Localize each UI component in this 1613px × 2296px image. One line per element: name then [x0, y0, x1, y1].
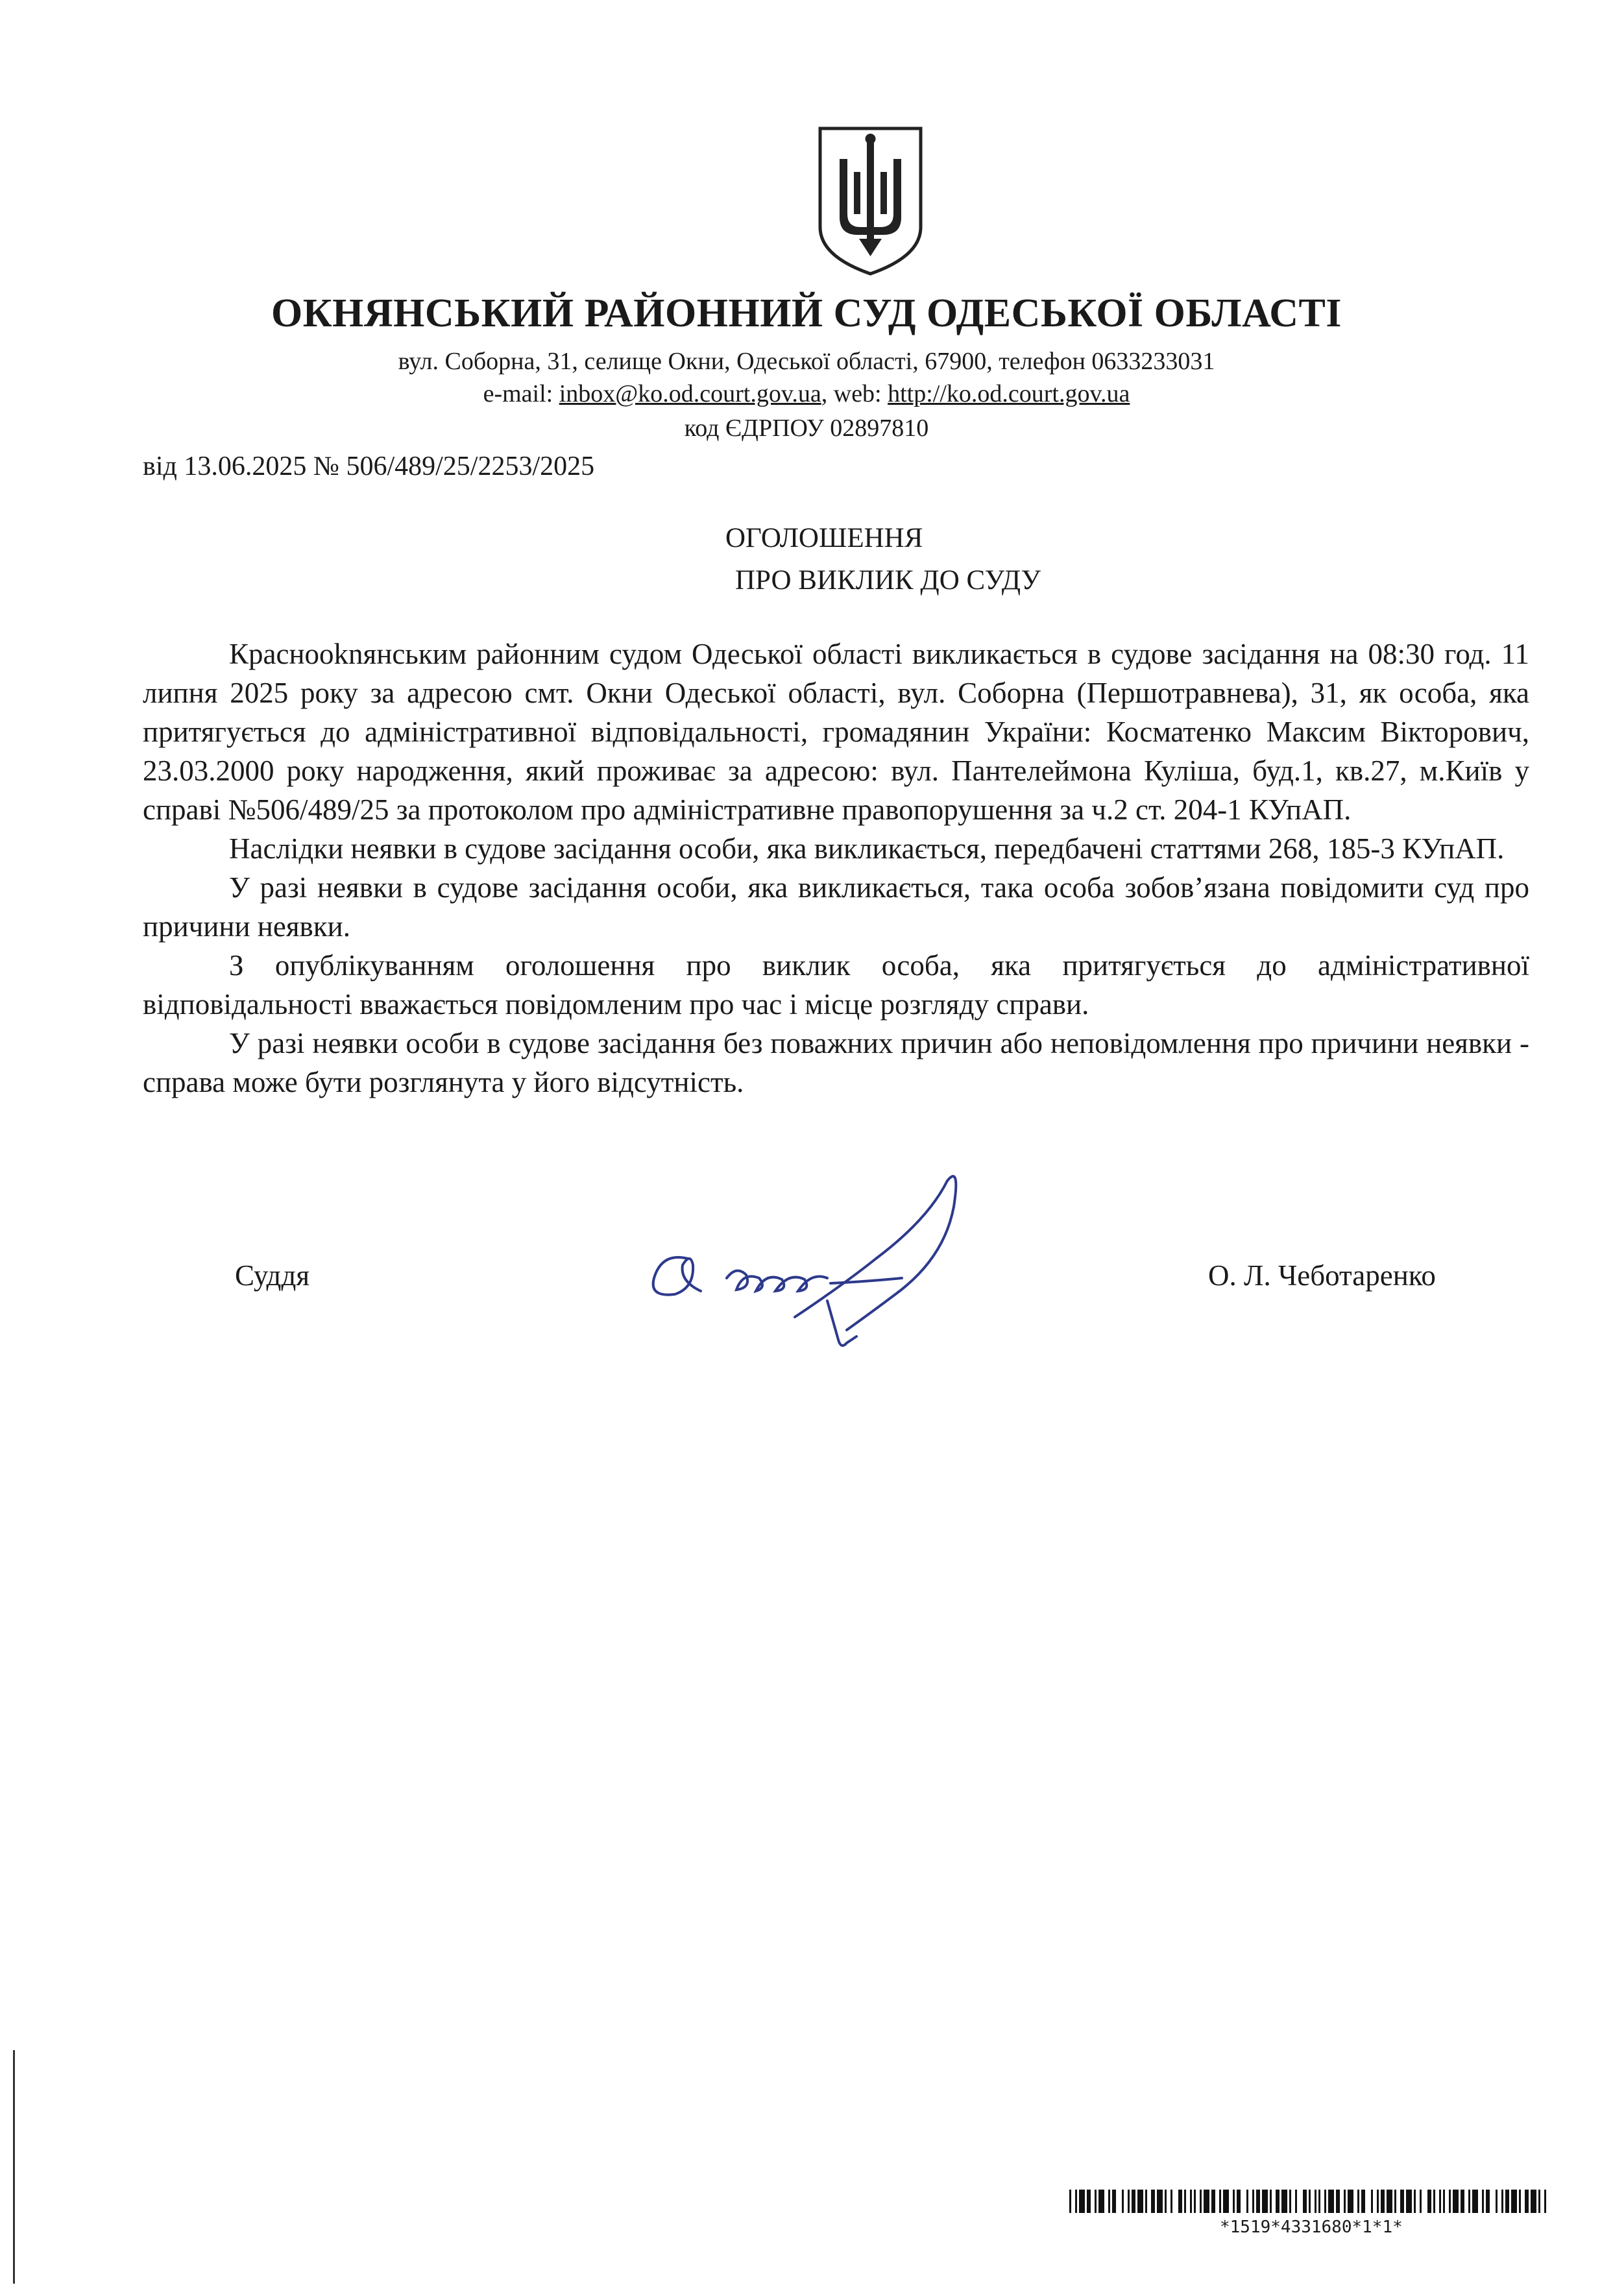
paragraph-publication-notice: З опублікуванням оголошення про виклик особа, яка притягується до адміністративної відповідальності вважається повідомленим про час і місце розгляду справи. [143, 949, 1529, 1021]
court-address: вул. Соборна, 31, селище Окни, Одеської області, 67900, телефон 0633233031 [398, 348, 1215, 375]
judge-name: О. Л. Чеботаренко [1208, 1259, 1436, 1292]
document-title-line2: ПРО ВИКЛИК ДО СУДУ [735, 565, 1041, 596]
coat-of-arms-icon [814, 123, 927, 279]
announcement-body [143, 634, 1529, 1102]
paragraph-consequences: Наслідки неявки в судове засідання особи, яка викликається, передбачені статтями 268, 185-3 КУпАП. [229, 832, 1505, 865]
handwritten-signature [623, 1168, 1077, 1362]
court-contacts [0, 380, 1613, 408]
email-link[interactable]: inbox@ko.od.court.gov.ua [559, 380, 821, 407]
email-label: e-mail: [483, 380, 559, 407]
edrpou-code: код ЄДРПОУ 02897810 [684, 415, 929, 442]
court-name: ОКНЯНСЬКИЙ РАЙОННИЙ СУД ОДЕСЬКОЇ ОБЛАСТІ [271, 291, 1342, 335]
paragraph-summons: Краснооknянським районним судом Одеської області викликається в судове засідання на 08:30 год. 11 липня 2025 року за адресою смт. Окни Одеської області, вул. Соборна (Першотравнева), 31, як особа, яка притягується до адміністративної відповідальності, громадянин України: Косматенко Максим Вікторович, 23.03.2000 року народження, який проживає за адресою: вул. Пантелеймона Куліша, буд.1, кв.27, м.Київ у справі №506/489/25 за протоколом про адміністративне правопорушення за ч.2 ст. 204-1 КУпАП. [143, 638, 1529, 826]
paragraph-absence: У разі неявки особи в судове засідання без поважних причин або неповідомлення про причини неявки - справа може бути розглянута у його відсутність. [143, 1027, 1529, 1098]
paragraph-duty-to-notify: У разі неявки в судове засідання особи, яка викликається, така особа зобов’язана повідомити суд про причини неявки. [143, 871, 1529, 943]
document-reference: від 13.06.2025 № 506/489/25/2253/2025 [143, 452, 595, 481]
document-title-line1: ОГОЛОШЕННЯ [725, 523, 923, 553]
barcode-number: *1519*4331680*1*1* [1220, 2217, 1403, 2237]
barcode [1069, 2190, 1549, 2213]
judge-label: Суддя [235, 1259, 310, 1292]
web-link[interactable]: http://ko.od.court.gov.ua [888, 380, 1130, 407]
scan-edge-mark [13, 2050, 15, 2284]
web-label: , web: [821, 380, 888, 407]
